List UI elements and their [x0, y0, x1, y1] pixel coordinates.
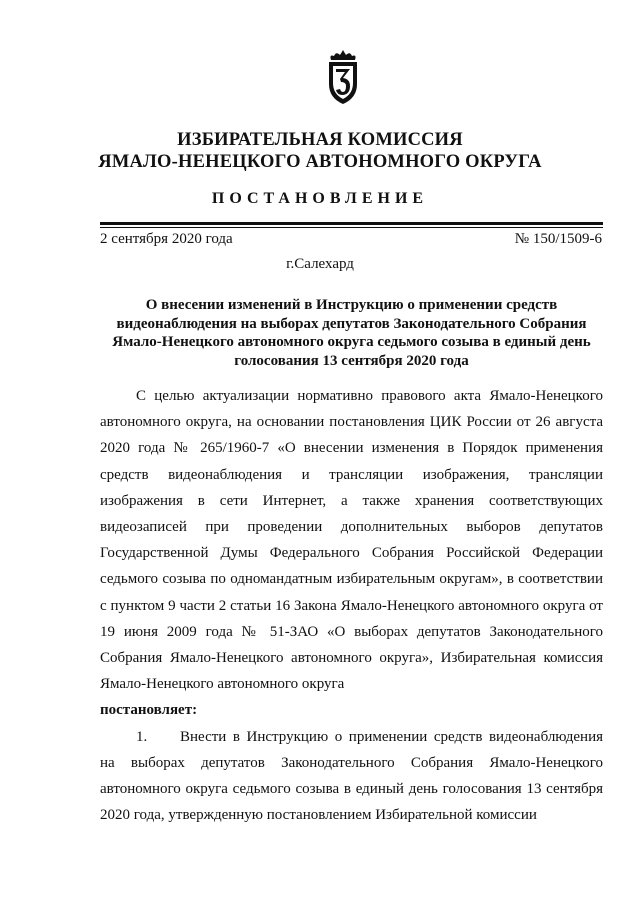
item-1-paragraph	[100, 724, 603, 829]
document-body	[100, 383, 603, 828]
resolution-clause: постановляет:	[100, 702, 198, 719]
item-1-text: Внести в Инструкцию о применении средств видеонаблюдения на выборах депутатов Законодательного Собрания Ямало-Ненецкого автономного округа седьмого созыва в единый день голосования 13 сентября 2020 года, утвержденную постановлением Избирательной комиссии	[100, 728, 603, 824]
header-rule-thick	[100, 222, 603, 225]
coat-of-arms-icon	[323, 48, 363, 106]
document-number: № 150/1509-6	[514, 231, 602, 247]
document-title: О внесении изменений в Инструкцию о применении средств видеонаблюдения на выборах депутатов Законодательного Собрания Ямало-Ненецкого автономного округа седьмого созыва в единый день голосования 13 сентября 2020 года	[112, 297, 591, 369]
commission-name-line1: ИЗБИРАТЕЛЬНАЯ КОМИССИЯ	[177, 130, 463, 150]
document-type-heading: ПОСТАНОВЛЕНИЕ	[211, 190, 429, 207]
item-1-number: 1.	[136, 728, 148, 745]
header-rule-thin	[100, 227, 603, 228]
commission-name-line2: ЯМАЛО-НЕНЕЦКОГО АВТОНОМНОГО ОКРУГА	[98, 152, 542, 172]
preamble-paragraph: С целью актуализации нормативно правового акта Ямало-Ненецкого автономного округа, на основании постановления ЦИК России от 26 августа 2020 года № 265/1960-7 «О внесении изменения в Порядок применения средств видеонаблюдения и трансляции изображения, трансляции изображения в сети Интернет, а также хранения соответствующих видеозаписей при проведении дополнительных выборов депутатов Государственной Думы Федерального Собрания Российской Федерации седьмого созыва по одномандатным избирательным округам», в соответствии с пунктом 9 части 2 статьи 16 Закона Ямало-Ненецкого автономного округа от 19 июня 2009 года № 51-ЗАО «О выборах депутатов Законодательного Собрания Ямало-Ненецкого автономного округа», Избирательная комиссия Ямало-Ненецкого автономного округа	[100, 388, 603, 693]
document-city: г.Салехард	[286, 256, 354, 272]
document-date: 2 сентября 2020 года	[100, 231, 233, 247]
